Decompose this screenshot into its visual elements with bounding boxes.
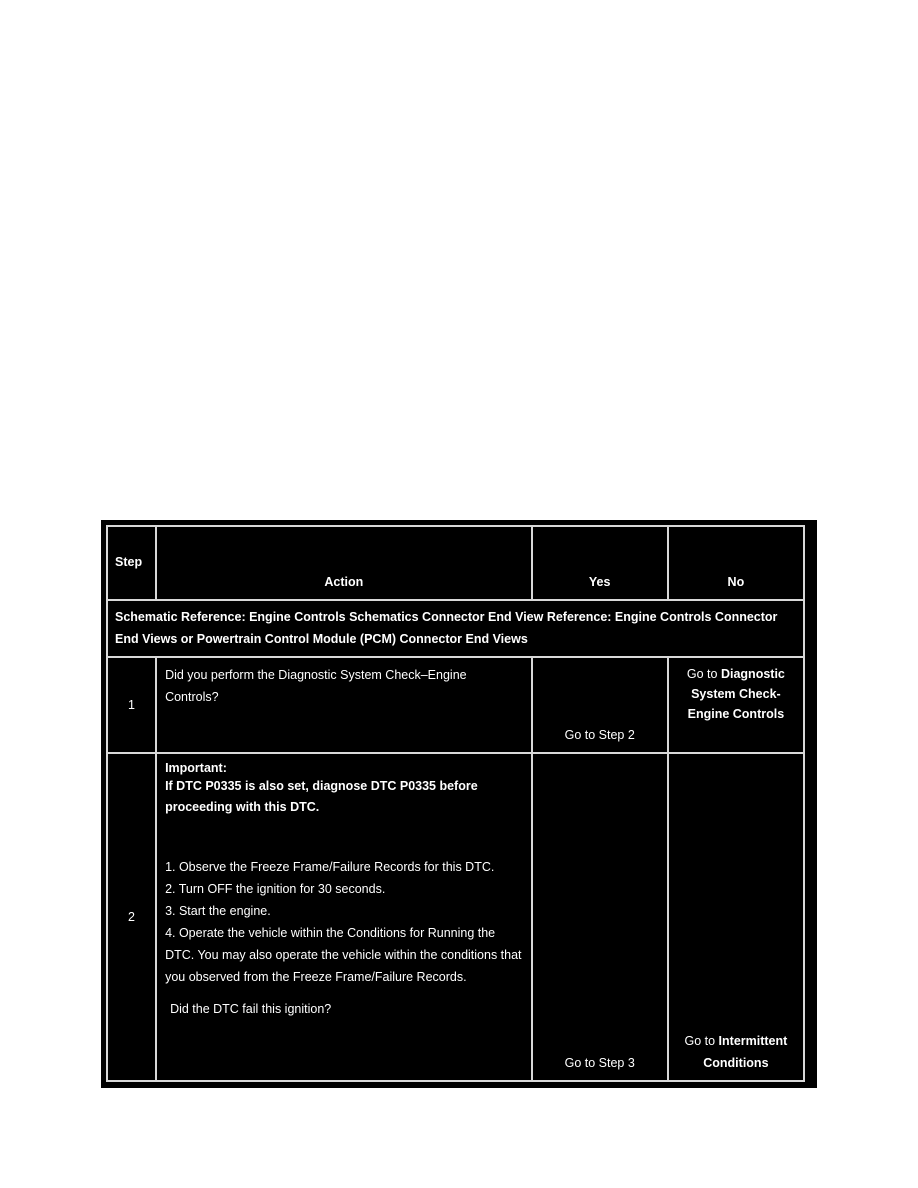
- step-number: 1: [107, 657, 156, 753]
- procedure-step: 1. Observe the Freeze Frame/Failure Records for this DTC.: [165, 860, 495, 874]
- procedure-step: 2. Turn OFF the ignition for 30 seconds.: [165, 882, 386, 896]
- no-link[interactable]: [668, 657, 804, 753]
- reference-row: [107, 600, 804, 657]
- header-no: No: [668, 526, 804, 600]
- diagnostic-table-frame: [101, 520, 817, 1088]
- no-link-prefix: Go to: [686, 667, 718, 681]
- table-header-row: [107, 526, 804, 600]
- header-action: Action: [156, 526, 532, 600]
- table-row: [107, 753, 804, 1081]
- action-text: Did you perform the Diagnostic System Check–Engine Controls?: [156, 657, 532, 753]
- no-link-prefix: Go to: [684, 1034, 716, 1048]
- important-note: If DTC P0335 is also set, diagnose DTC P0335 before proceeding with this DTC.: [165, 779, 478, 814]
- header-yes: Yes: [532, 526, 668, 600]
- diagnostic-table: [106, 525, 805, 1082]
- important-label: Important:: [165, 761, 227, 775]
- table-row: [107, 657, 804, 753]
- yes-link[interactable]: Go to Step 3: [532, 753, 668, 1081]
- schematic-reference: Schematic Reference: Engine Controls Schematics Connector End View Reference: Engine Controls Connector End Views or Powertrain Control Module (PCM) Connector End Views: [107, 600, 804, 657]
- no-link-target[interactable]: Intermittent Conditions: [703, 1034, 788, 1070]
- step-number: 2: [107, 753, 156, 1081]
- yes-link[interactable]: Go to Step 2: [532, 657, 668, 753]
- procedure-step: 3. Start the engine.: [165, 904, 271, 918]
- action-cell: [156, 753, 532, 1081]
- no-link[interactable]: [668, 753, 804, 1081]
- header-step: Step: [107, 526, 156, 600]
- spacer: [165, 818, 523, 856]
- procedure-step: 4. Operate the vehicle within the Conditions for Running the DTC. You may also operate the vehicle within the conditions that you observed from the Freeze Frame/Failure Records.: [165, 926, 522, 984]
- diagnostic-question: Did the DTC fail this ignition?: [170, 1002, 332, 1016]
- no-link-target[interactable]: Diagnostic System Check-Engine Controls: [687, 667, 785, 721]
